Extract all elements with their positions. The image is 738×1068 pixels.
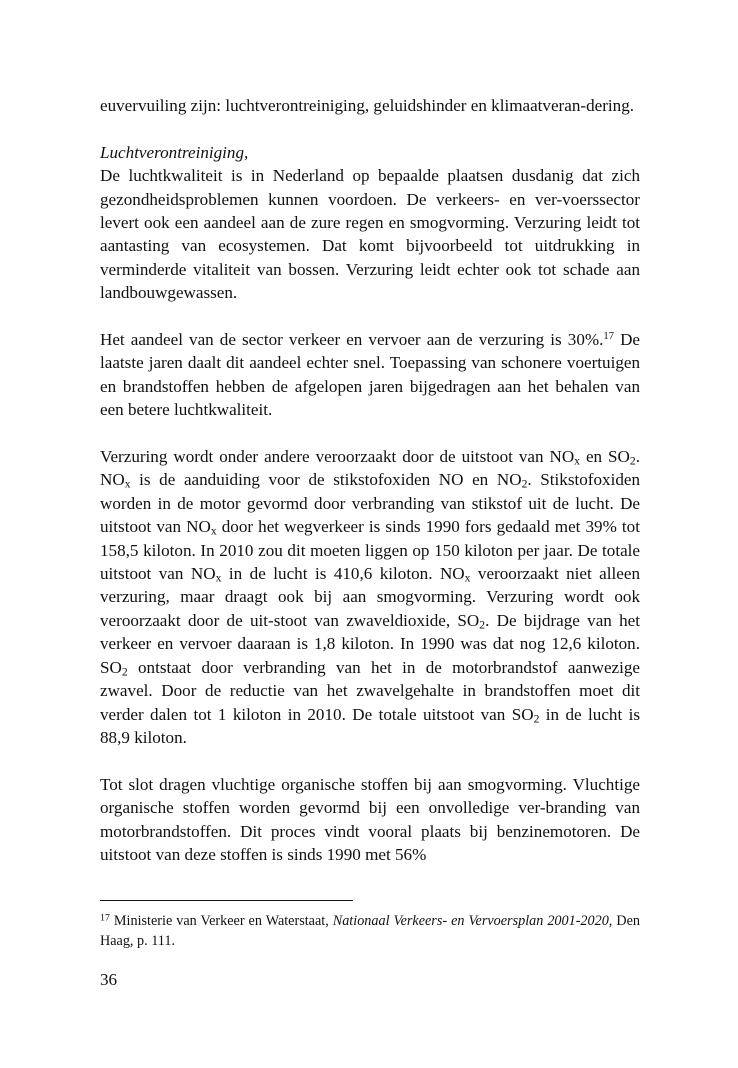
paragraph-acidification bbox=[100, 445, 640, 749]
text-run: is de aanduiding voor de stikstofoxiden NO en NO bbox=[130, 470, 522, 490]
text-run: . Stikstofoxiden worden in de motor gevormd door verbranding van stikstof uit de lucht. De uitstoot van NO bbox=[100, 470, 640, 537]
text-run: door het wegverkeer is sinds 1990 fors gedaald met 39% tot 158,5 kiloton. In 2010 zou dit moeten liggen op 150 kiloton per jaar. De totale uitstoot van NO bbox=[100, 517, 640, 584]
subscript: 2 bbox=[533, 712, 540, 726]
paragraph-text: De laatste jaren daalt dit aandeel echter snel. Toepassing van schonere voertuigen en brandstoffen hebben de afgelopen jaren bijgedragen aan het behalen van een betere luchtkwaliteit. bbox=[100, 330, 640, 420]
paragraph-text: Het aandeel van de sector verkeer en vervoer aan de verzuring is 30%. bbox=[100, 330, 604, 350]
section-heading: Luchtverontreiniging, bbox=[100, 142, 249, 162]
subscript: 2 bbox=[521, 478, 528, 491]
text-run: . De bijdrage van het verkeer en vervoer daaraan is 1,8 kiloton. In 1990 was dat nog 12,6 kiloton. SO bbox=[100, 610, 640, 677]
footnote-text: Ministerie van Verkeer en Waterstaat, bbox=[109, 913, 333, 929]
text-run: ontstaat door verbranding van het in de motorbrandstof aanwezige zwavel. Door de reductie van het zwavelgehalte in brandstoffen moet dit verder dalen tot 1 kiloton in 2010. De totale uitstoot van SO bbox=[100, 657, 640, 724]
subscript: 2 bbox=[629, 454, 636, 468]
footnote-number: 17 bbox=[100, 912, 110, 924]
subscript: x bbox=[464, 571, 471, 585]
page-body bbox=[100, 94, 640, 866]
footnote bbox=[100, 912, 640, 951]
text-run: . NO bbox=[100, 447, 640, 490]
paragraph-share bbox=[100, 328, 640, 422]
subscript: x bbox=[124, 478, 131, 491]
footnote-divider bbox=[100, 900, 353, 901]
text-run: en SO bbox=[579, 447, 630, 467]
text-run: in de lucht is 410,6 kiloton. NO bbox=[221, 564, 465, 584]
subscript: x bbox=[210, 524, 217, 538]
text-run: in de lucht is 88,9 kiloton. bbox=[100, 704, 640, 747]
page-number: 36 bbox=[100, 970, 118, 989]
subscript: x bbox=[574, 454, 580, 468]
paragraph-voc: Tot slot dragen vluchtige organische stoffen bij aan smogvorming. Vluchtige organische stoffen worden gevormd bij een onvolledige ver-branding van motorbrandstoffen. Dit proces vindt vooral plaats bij benzinemotoren. De uitstoot van deze stoffen is sinds 1990 met 56% bbox=[100, 774, 640, 864]
subscript: 2 bbox=[121, 665, 128, 679]
subscript: 2 bbox=[479, 618, 486, 632]
paragraph-text: De luchtkwaliteit is in Nederland op bepaalde plaatsen dusdanig dat zich gezondheidsproblemen kunnen voordoen. De verkeers- en ver-voerssector levert ook een aandeel aan de zure regen en smogvorming. Verzuring leidt tot aantasting van ecosystemen. Dat komt bijvoorbeeld tot uitdrukking in verminderde vitaliteit van bossen. Verzuring leidt echter ook tot schade aan landbouwgewassen. bbox=[100, 166, 640, 303]
footnote-title: Nationaal Verkeers- en Vervoersplan 2001-2020 bbox=[332, 913, 609, 929]
paragraph-intro: euvervuiling zijn: luchtverontreiniging, geluidshinder en klimaatveran-dering. bbox=[100, 96, 635, 115]
paragraph-air-quality bbox=[100, 141, 640, 305]
text-run: veroorzaakt niet alleen verzuring, maar draagt ook bij aan smogvorming. Verzuring wordt ook veroorzaakt door de uit-stoot van zwaveldioxide, SO bbox=[100, 564, 640, 630]
text-run: Verzuring wordt onder andere veroorzaakt door de uitstoot van NO bbox=[100, 447, 575, 467]
footnote-reference: 17 bbox=[603, 331, 614, 343]
subscript: x bbox=[215, 571, 222, 585]
footnote-text: , Den Haag, p. 111. bbox=[100, 913, 640, 949]
